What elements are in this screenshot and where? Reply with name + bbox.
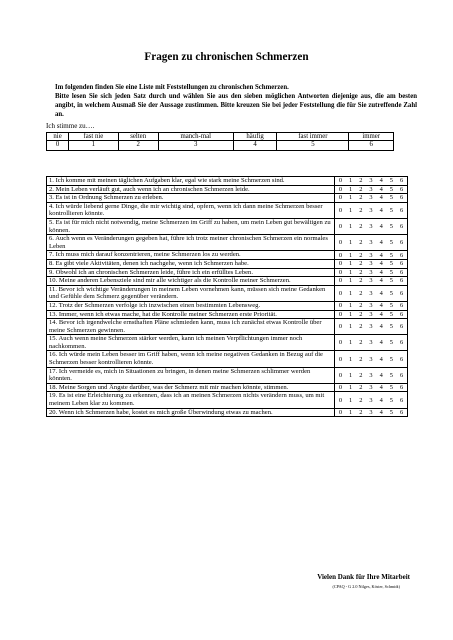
answer-option[interactable]: 4 [379,310,383,318]
answer-option[interactable]: 2 [359,268,363,276]
answer-options [335,335,408,351]
answer-option[interactable]: 0 [338,310,343,318]
answer-option[interactable]: 4 [379,371,383,379]
answer-option[interactable]: 4 [379,223,383,231]
answer-option[interactable]: 3 [369,185,373,193]
item-text: 19. Es ist eine Erleichterung zu erkennen, dass ich an meinen Schmerzen nichts verändern muss, um mit meinem Leben klar zu kommen. [47,392,335,408]
table-row [47,383,408,392]
answer-option[interactable]: 6 [399,396,404,404]
answer-option[interactable]: 2 [359,408,363,416]
answer-option[interactable]: 1 [349,239,353,247]
answer-option[interactable]: 0 [338,302,343,310]
answer-option[interactable]: 3 [369,355,373,363]
item-text: 11. Bevor ich wichtige Veränderungen in meinem Leben vornehmen kann, müssen sich meine Gedanken und Gefühle dem Schmerz gegenüber verändern. [47,285,335,301]
answer-option[interactable]: 3 [369,408,373,416]
answer-option[interactable]: 1 [349,206,353,214]
answer-option[interactable]: 2 [359,355,363,363]
answer-options [335,351,408,367]
answer-option[interactable]: 4 [379,260,383,268]
scale-label: häufig [233,133,277,141]
table-row [47,177,408,186]
answer-options [335,392,408,408]
answer-option[interactable]: 4 [379,185,383,193]
table-row [47,310,408,319]
answer-option[interactable]: 2 [359,396,363,404]
scale-number: 6 [349,141,394,151]
answer-option[interactable]: 0 [338,185,343,193]
answer-option[interactable]: 2 [359,277,363,285]
answer-option[interactable]: 0 [338,277,343,285]
table-row [47,277,408,286]
table-row [47,202,408,218]
item-text: 16. Ich würde mein Leben besser im Griff haben, wenn ich meine negativen Gedanken in Bezug auf die Schmerzen besser kontrollieren könnte. [47,351,335,367]
item-text: 18. Meine Sorgen und Ängste darüber, was der Schmerz mit mir machen könnte, stimmen. [47,383,335,392]
table-row [47,194,408,203]
answer-option[interactable]: 5 [389,239,393,247]
answer-option[interactable]: 2 [359,384,363,392]
instructions [55,84,417,120]
answer-option[interactable]: 0 [338,323,343,331]
answer-option[interactable]: 4 [379,302,383,310]
answer-option[interactable]: 0 [338,239,343,247]
answer-option[interactable]: 2 [359,310,363,318]
scale-number: 4 [233,141,277,151]
answer-option[interactable]: 1 [349,323,353,331]
item-text: 7. Ich muss mich darauf konzentrieren, meine Schmerzen los zu werden. [47,251,335,260]
answer-options [335,202,408,218]
item-text: 9. Obwohl ich an chronischen Schmerzen leide, führe ich ein erfülltes Leben. [47,268,335,277]
scale-label: fast immer [277,133,349,141]
answer-options [335,194,408,203]
answer-options [335,177,408,186]
table-row [47,251,408,260]
answer-option[interactable]: 2 [359,339,363,347]
answer-option[interactable]: 3 [369,384,373,392]
answer-options [335,259,408,268]
answer-options [335,383,408,392]
answer-option[interactable]: 3 [369,194,373,202]
answer-option[interactable]: 5 [389,260,393,268]
scale-number: 5 [277,141,349,151]
answer-option[interactable]: 0 [338,268,343,276]
answer-option[interactable]: 3 [369,339,373,347]
answer-option[interactable]: 4 [379,239,383,247]
answer-option[interactable]: 0 [338,396,343,404]
answer-option[interactable]: 1 [349,396,353,404]
answer-options [335,268,408,277]
answer-option[interactable]: 5 [389,206,393,214]
answer-option[interactable]: 3 [369,323,373,331]
answer-option[interactable]: 1 [349,268,353,276]
answer-option[interactable]: 6 [399,384,404,392]
scale-label: immer [349,133,394,141]
scale-number: 0 [47,141,69,151]
scale-number: 1 [69,141,119,151]
table-row [47,367,408,383]
table-row [47,335,408,351]
answer-option[interactable]: 2 [359,177,363,185]
items-body [47,177,408,417]
source-note: (CPAQ - G 2.0 Nilges, Köster, Schmidt) [332,584,400,589]
answer-option[interactable]: 1 [349,384,353,392]
answer-option[interactable]: 6 [399,408,404,416]
answer-option[interactable]: 5 [389,194,393,202]
answer-option[interactable]: 0 [338,177,343,185]
answer-option[interactable]: 2 [359,323,363,331]
answer-option[interactable]: 2 [359,302,363,310]
answer-option[interactable]: 2 [359,371,363,379]
answer-option[interactable]: 2 [359,206,363,214]
answer-option[interactable]: 4 [379,206,383,214]
answer-option[interactable]: 1 [349,260,353,268]
instructions-line-1: Im folgenden finden Sie eine Liste mit Feststellungen zu chronischen Schmerzen. [55,84,289,91]
answer-option[interactable]: 4 [379,384,383,392]
answer-option[interactable]: 6 [399,339,404,347]
answer-option[interactable]: 1 [349,371,353,379]
table-row [47,392,408,408]
answer-option[interactable]: 2 [359,223,363,231]
answer-option[interactable]: 0 [338,251,343,259]
table-row [47,185,408,194]
scale-label: manch-mal [158,133,233,141]
answer-option[interactable]: 5 [389,223,393,231]
answer-option[interactable]: 6 [399,277,404,285]
answer-option[interactable]: 4 [379,277,383,285]
items-table [46,176,408,417]
answer-option[interactable]: 1 [349,289,353,297]
answer-option[interactable]: 5 [389,302,393,310]
answer-options [335,251,408,260]
answer-option[interactable]: 4 [379,323,383,331]
answer-options [335,408,408,417]
scale-number: 3 [158,141,233,151]
answer-option[interactable]: 0 [338,371,343,379]
answer-option[interactable]: 6 [399,177,404,185]
answer-options [335,285,408,301]
table-row [47,301,408,310]
answer-option[interactable]: 1 [349,177,353,185]
answer-option[interactable]: 1 [349,339,353,347]
answer-option[interactable]: 2 [359,260,363,268]
answer-option[interactable]: 3 [369,239,373,247]
answer-option[interactable]: 5 [389,310,393,318]
answer-options [335,185,408,194]
answer-option[interactable]: 6 [399,223,404,231]
answer-option[interactable]: 3 [369,289,373,297]
answer-option[interactable]: 1 [349,277,353,285]
answer-option[interactable]: 4 [379,408,383,416]
answer-option[interactable]: 1 [349,251,353,259]
answer-option[interactable]: 2 [359,185,363,193]
answer-options [335,235,408,251]
answer-option[interactable]: 0 [338,355,343,363]
answer-option[interactable]: 5 [389,408,393,416]
answer-options [335,367,408,383]
item-text: 15. Auch wenn meine Schmerzen stärker werden, kann ich meinen Verpflichtungen immer noch nachkommen. [47,335,335,351]
answer-option[interactable]: 5 [389,339,393,347]
answer-option[interactable]: 3 [369,223,373,231]
answer-option[interactable]: 6 [399,268,404,276]
answer-option[interactable]: 0 [338,408,343,416]
answer-option[interactable]: 5 [389,396,393,404]
answer-option[interactable]: 0 [338,194,343,202]
answer-option[interactable]: 2 [359,251,363,259]
answer-option[interactable]: 5 [389,289,393,297]
answer-option[interactable]: 0 [338,206,343,214]
answer-option[interactable]: 1 [349,194,353,202]
answer-option[interactable]: 6 [399,206,404,214]
answer-option[interactable]: 5 [389,277,393,285]
item-text: 14. Bevor ich irgendwelche ernsthaften Pläne schmieden kann, muss ich zunächst etwas Kontrolle über meine Schmerzen gewinnen. [47,319,335,335]
answer-option[interactable]: 0 [338,223,343,231]
table-row [47,408,408,417]
answer-option[interactable]: 5 [389,384,393,392]
page-title: Fragen zu chronischen Schmerzen [144,51,309,63]
answer-option[interactable]: 3 [369,277,373,285]
answer-option[interactable]: 4 [379,355,383,363]
answer-option[interactable]: 5 [389,177,393,185]
item-text: 3. Es ist in Ordnung Schmerzen zu erleben. [47,194,335,203]
answer-option[interactable]: 3 [369,396,373,404]
table-row [47,319,408,335]
table-row [47,285,408,301]
scale-label: nie [47,133,69,141]
item-text: 2. Mein Leben verläuft gut, auch wenn ich an chronischen Schmerzen leide. [47,185,335,194]
table-row [47,351,408,367]
answer-option[interactable]: 6 [399,323,404,331]
item-text: 13. Immer, wenn ich etwas mache, hat die Kontrolle meiner Schmerzen erste Priorität. [47,310,335,319]
item-text: 4. Ich würde liebend gerne Dinge, die mir wichtig sind, opfern, wenn ich dann meine Schmerzen besser kontrollieren könnte. [47,202,335,218]
scale-label: fast nie [69,133,119,141]
answer-option[interactable]: 3 [369,310,373,318]
answer-option[interactable]: 5 [389,268,393,276]
answer-option[interactable]: 3 [369,260,373,268]
scale-legend [46,132,394,151]
answer-option[interactable]: 5 [389,251,393,259]
answer-option[interactable]: 5 [389,355,393,363]
answer-option[interactable]: 1 [349,310,353,318]
answer-option[interactable]: 4 [379,396,383,404]
item-text: 8. Es gibt viele Aktivitäten, denen ich nachgehe, wenn ich Schmerzen habe. [47,259,335,268]
answer-option[interactable]: 5 [389,185,393,193]
answer-option[interactable]: 6 [399,355,404,363]
answer-option[interactable]: 0 [338,289,343,297]
answer-option[interactable]: 4 [379,289,383,297]
scale-label: selten [118,133,158,141]
thanks-note: Vielen Dank für Ihre Mitarbeit [317,573,410,581]
answer-options [335,301,408,310]
answer-option[interactable]: 5 [389,323,393,331]
answer-options [335,277,408,286]
item-text: 10. Meine anderen Lebensziele sind mir alle wichtiger als die Kontrolle meiner Schmerzen. [47,277,335,286]
answer-option[interactable]: 6 [399,194,404,202]
answer-option[interactable]: 0 [338,384,343,392]
answer-option[interactable]: 6 [399,239,404,247]
item-text: 17. Ich vermeide es, mich in Situationen zu bringen, in denen meine Schmerzen schlimmer werden könnten. [47,367,335,383]
answer-option[interactable]: 6 [399,371,404,379]
answer-option[interactable]: 1 [349,223,353,231]
table-row [47,235,408,251]
answer-option[interactable]: 4 [379,268,383,276]
answer-options [335,218,408,234]
answer-option[interactable]: 2 [359,289,363,297]
table-row [47,218,408,234]
answer-option[interactable]: 3 [369,177,373,185]
table-row [47,259,408,268]
item-text: 6. Auch wenn es Veränderungen gegeben hat, führe ich trotz meiner chronischen Schmerzen ein normales Leben [47,235,335,251]
answer-option[interactable]: 1 [349,185,353,193]
answer-option[interactable]: 2 [359,239,363,247]
scale-labels-row [47,133,394,141]
answer-option[interactable]: 6 [399,251,404,259]
answer-option[interactable]: 1 [349,355,353,363]
answer-option[interactable]: 6 [399,302,404,310]
answer-option[interactable]: 4 [379,194,383,202]
answer-option[interactable]: 0 [338,339,343,347]
answer-option[interactable]: 4 [379,177,383,185]
answer-option[interactable]: 6 [399,185,404,193]
item-text: 12. Trotz der Schmerzen verfolge ich inzwischen einen bestimmten Lebensweg. [47,301,335,310]
table-row [47,268,408,277]
answer-option[interactable]: 1 [349,408,353,416]
instructions-line-2: Bitte lesen Sie sich jeden Satz durch und wählen Sie aus den sieben möglichen Antworten diejenige aus, die am besten angibt, in welchem Ausmaß Sie der Aussage zustimmen. Bitte kreuzen Sie bei jeder Feststellung die für Sie zutreffende Zahl an. [55,92,417,118]
item-text: 1. Ich komme mit meinen täglichen Aufgaben klar, egal wie stark meine Schmerzen sind. [47,177,335,186]
answer-option[interactable]: 1 [349,302,353,310]
scale-numbers-row [47,141,394,151]
answer-option[interactable]: 3 [369,206,373,214]
answer-option[interactable]: 4 [379,251,383,259]
answer-options [335,310,408,319]
answer-option[interactable]: 4 [379,339,383,347]
item-text: 5. Es ist für mich nicht notwendig, meine Schmerzen im Griff zu haben, um mein Leben gut bewältigen zu können. [47,218,335,234]
scale-number: 2 [118,141,158,151]
item-text: 20. Wenn ich Schmerzen habe, kostet es mich große Überwindung etwas zu machen. [47,408,335,417]
answer-option[interactable]: 0 [338,260,343,268]
answer-option[interactable]: 3 [369,251,373,259]
answer-option[interactable]: 6 [399,289,404,297]
answer-option[interactable]: 6 [399,310,404,318]
answer-option[interactable]: 3 [369,371,373,379]
answer-option[interactable]: 5 [389,371,393,379]
answer-options [335,319,408,335]
answer-option[interactable]: 6 [399,260,404,268]
answer-option[interactable]: 2 [359,194,363,202]
scale-lead: Ich stimme zu…. [46,122,95,130]
answer-option[interactable]: 3 [369,302,373,310]
answer-option[interactable]: 3 [369,268,373,276]
